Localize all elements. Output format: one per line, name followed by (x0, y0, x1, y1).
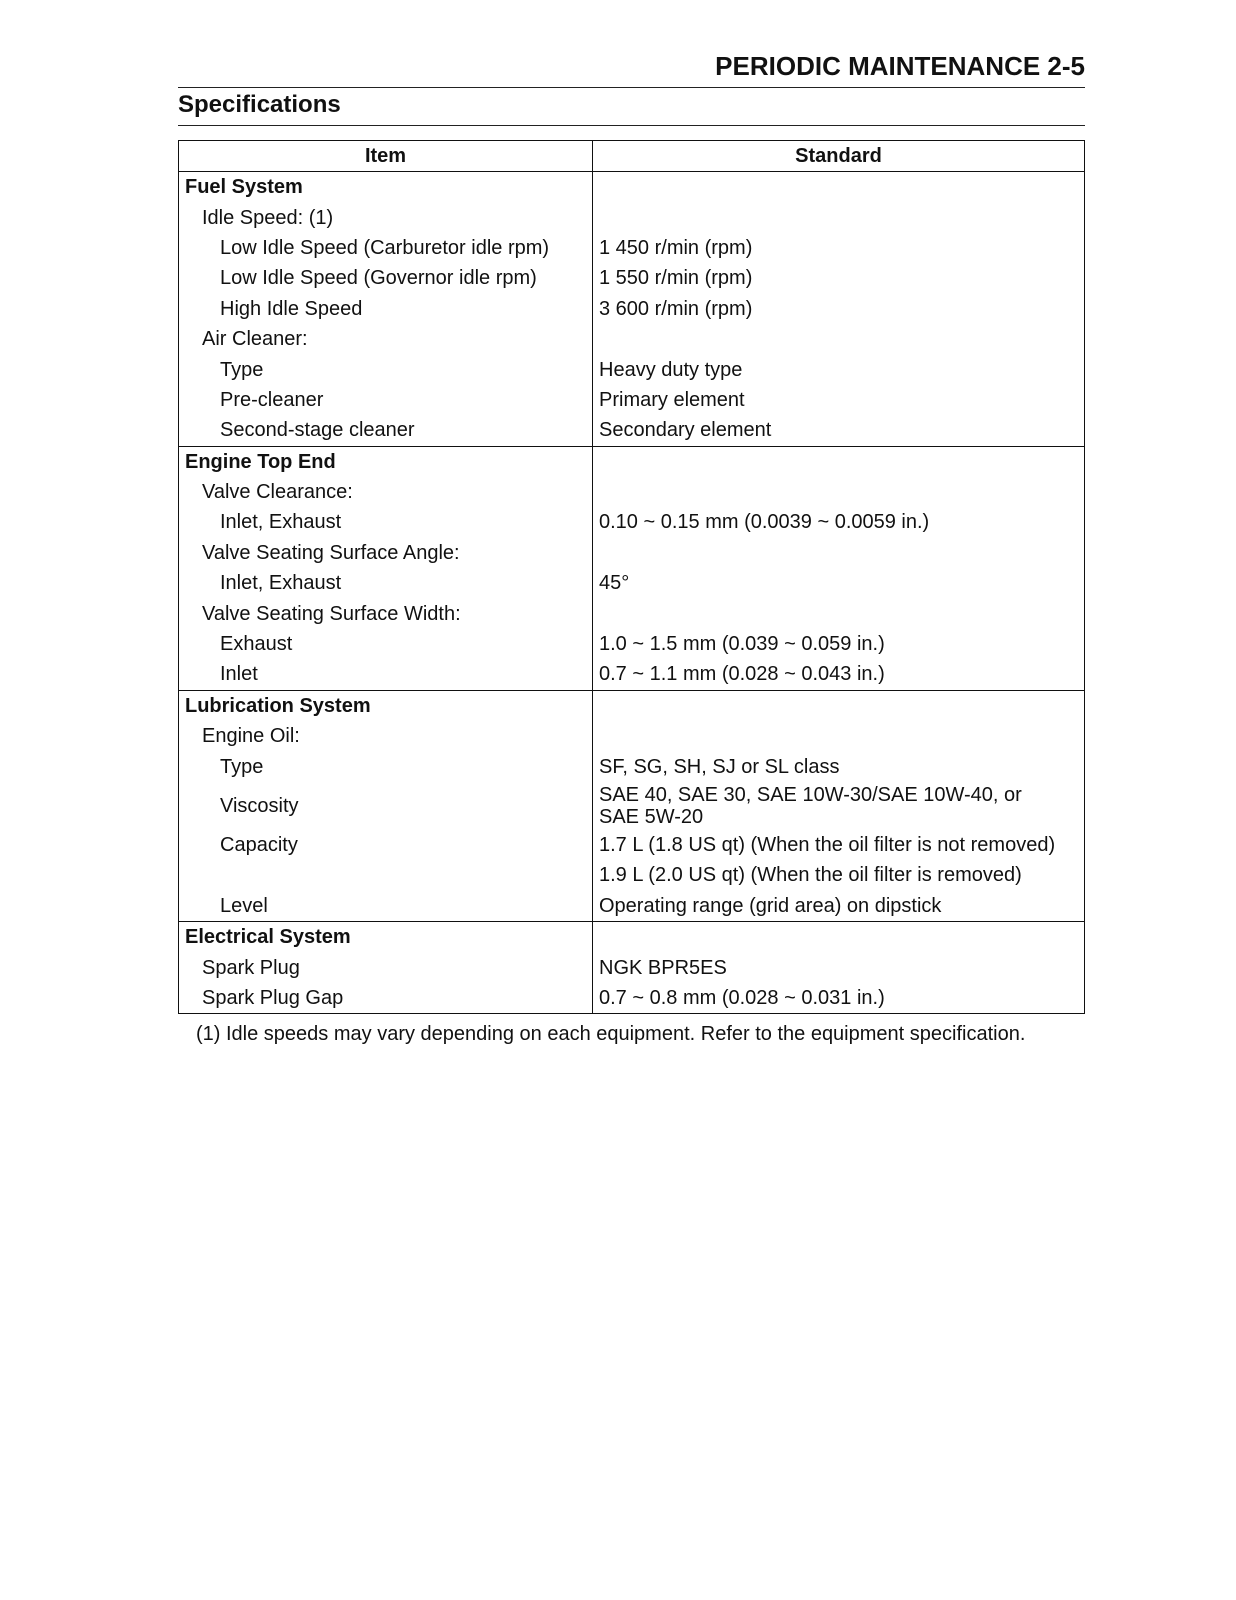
running-head: PERIODIC MAINTENANCE 2-5 (715, 51, 1085, 81)
item-cell: Valve Seating Surface Angle: (179, 538, 593, 568)
standard-cell: Operating range (grid area) on dipstick (593, 891, 1085, 922)
item-cell: Type (179, 751, 593, 781)
standard-cell (593, 324, 1085, 354)
table-row (179, 598, 1085, 628)
table-header-row (179, 141, 1085, 172)
table-row (179, 690, 1085, 721)
standard-cell: 1 450 r/min (rpm) (593, 233, 1085, 263)
item-cell: Capacity (179, 830, 593, 860)
item-cell: Spark Plug Gap (179, 983, 593, 1014)
item-cell: Valve Clearance: (179, 477, 593, 507)
item-cell: Type (179, 354, 593, 384)
item-cell: Engine Oil: (179, 721, 593, 751)
item-cell: Spark Plug (179, 952, 593, 982)
table-row (179, 415, 1085, 446)
item-cell: High Idle Speed (179, 294, 593, 324)
group-title: Engine Top End (179, 446, 593, 477)
standard-cell: Secondary element (593, 415, 1085, 446)
table-row (179, 263, 1085, 293)
standard-cell (593, 172, 1085, 203)
section-rule (178, 125, 1085, 126)
group-title: Electrical System (179, 921, 593, 952)
table-row (179, 324, 1085, 354)
standard-cell: SF, SG, SH, SJ or SL class (593, 751, 1085, 781)
standard-cell (593, 202, 1085, 232)
standard-cell (593, 721, 1085, 751)
table-row (179, 891, 1085, 922)
table-row (179, 446, 1085, 477)
standard-cell (593, 598, 1085, 628)
item-cell: Pre-cleaner (179, 385, 593, 415)
table-body (179, 172, 1085, 1014)
header-rule (178, 87, 1085, 88)
table-row (179, 294, 1085, 324)
item-cell: Inlet (179, 659, 593, 690)
table-row (179, 921, 1085, 952)
group-title: Fuel System (179, 172, 593, 203)
standard-cell: 45° (593, 568, 1085, 598)
standard-cell: 1.7 L (1.8 US qt) (When the oil filter is not removed) (593, 830, 1085, 860)
table-row (179, 983, 1085, 1014)
standard-cell: 0.7 ~ 0.8 mm (0.028 ~ 0.031 in.) (593, 983, 1085, 1014)
item-cell: Inlet, Exhaust (179, 507, 593, 537)
standard-cell (593, 921, 1085, 952)
item-cell: Second-stage cleaner (179, 415, 593, 446)
item-cell: Level (179, 891, 593, 922)
standard-cell (593, 477, 1085, 507)
standard-cell: 0.10 ~ 0.15 mm (0.0039 ~ 0.0059 in.) (593, 507, 1085, 537)
item-cell: Idle Speed: (1) (179, 202, 593, 232)
table-row (179, 568, 1085, 598)
item-cell: Valve Seating Surface Width: (179, 598, 593, 628)
standard-cell: Primary element (593, 385, 1085, 415)
standard-cell: Heavy duty type (593, 354, 1085, 384)
specifications-table (178, 140, 1085, 1014)
standard-cell: 1.9 L (2.0 US qt) (When the oil filter is removed) (593, 860, 1085, 890)
table-row (179, 830, 1085, 860)
table-row (179, 782, 1085, 830)
item-cell: Inlet, Exhaust (179, 568, 593, 598)
item-cell: Exhaust (179, 629, 593, 659)
standard-cell: 1.0 ~ 1.5 mm (0.039 ~ 0.059 in.) (593, 629, 1085, 659)
standard-cell: 1 550 r/min (rpm) (593, 263, 1085, 293)
table-row (179, 385, 1085, 415)
section-title: Specifications (178, 91, 341, 118)
standard-cell: SAE 40, SAE 30, SAE 10W-30/SAE 10W-40, or SAE 5W-20 (593, 782, 1085, 830)
item-cell (179, 860, 593, 890)
standard-cell (593, 690, 1085, 721)
standard-cell (593, 538, 1085, 568)
table-row (179, 507, 1085, 537)
standard-cell: 0.7 ~ 1.1 mm (0.028 ~ 0.043 in.) (593, 659, 1085, 690)
table-row (179, 659, 1085, 690)
item-cell: Low Idle Speed (Carburetor idle rpm) (179, 233, 593, 263)
item-cell: Air Cleaner: (179, 324, 593, 354)
table-row (179, 538, 1085, 568)
column-header-standard: Standard (593, 141, 1085, 172)
table-row (179, 952, 1085, 982)
standard-cell (593, 446, 1085, 477)
item-cell: Viscosity (179, 782, 593, 830)
standard-cell: NGK BPR5ES (593, 952, 1085, 982)
table-row (179, 629, 1085, 659)
table-row (179, 751, 1085, 781)
table-row (179, 354, 1085, 384)
table-row (179, 477, 1085, 507)
footnote: (1) Idle speeds may vary depending on each equipment. Refer to the equipment specification. (196, 1023, 1026, 1045)
table-row (179, 721, 1085, 751)
table-row (179, 233, 1085, 263)
group-title: Lubrication System (179, 690, 593, 721)
table-row (179, 202, 1085, 232)
column-header-item: Item (179, 141, 593, 172)
table-row (179, 172, 1085, 203)
item-cell: Low Idle Speed (Governor idle rpm) (179, 263, 593, 293)
standard-cell: 3 600 r/min (rpm) (593, 294, 1085, 324)
table-row (179, 860, 1085, 890)
